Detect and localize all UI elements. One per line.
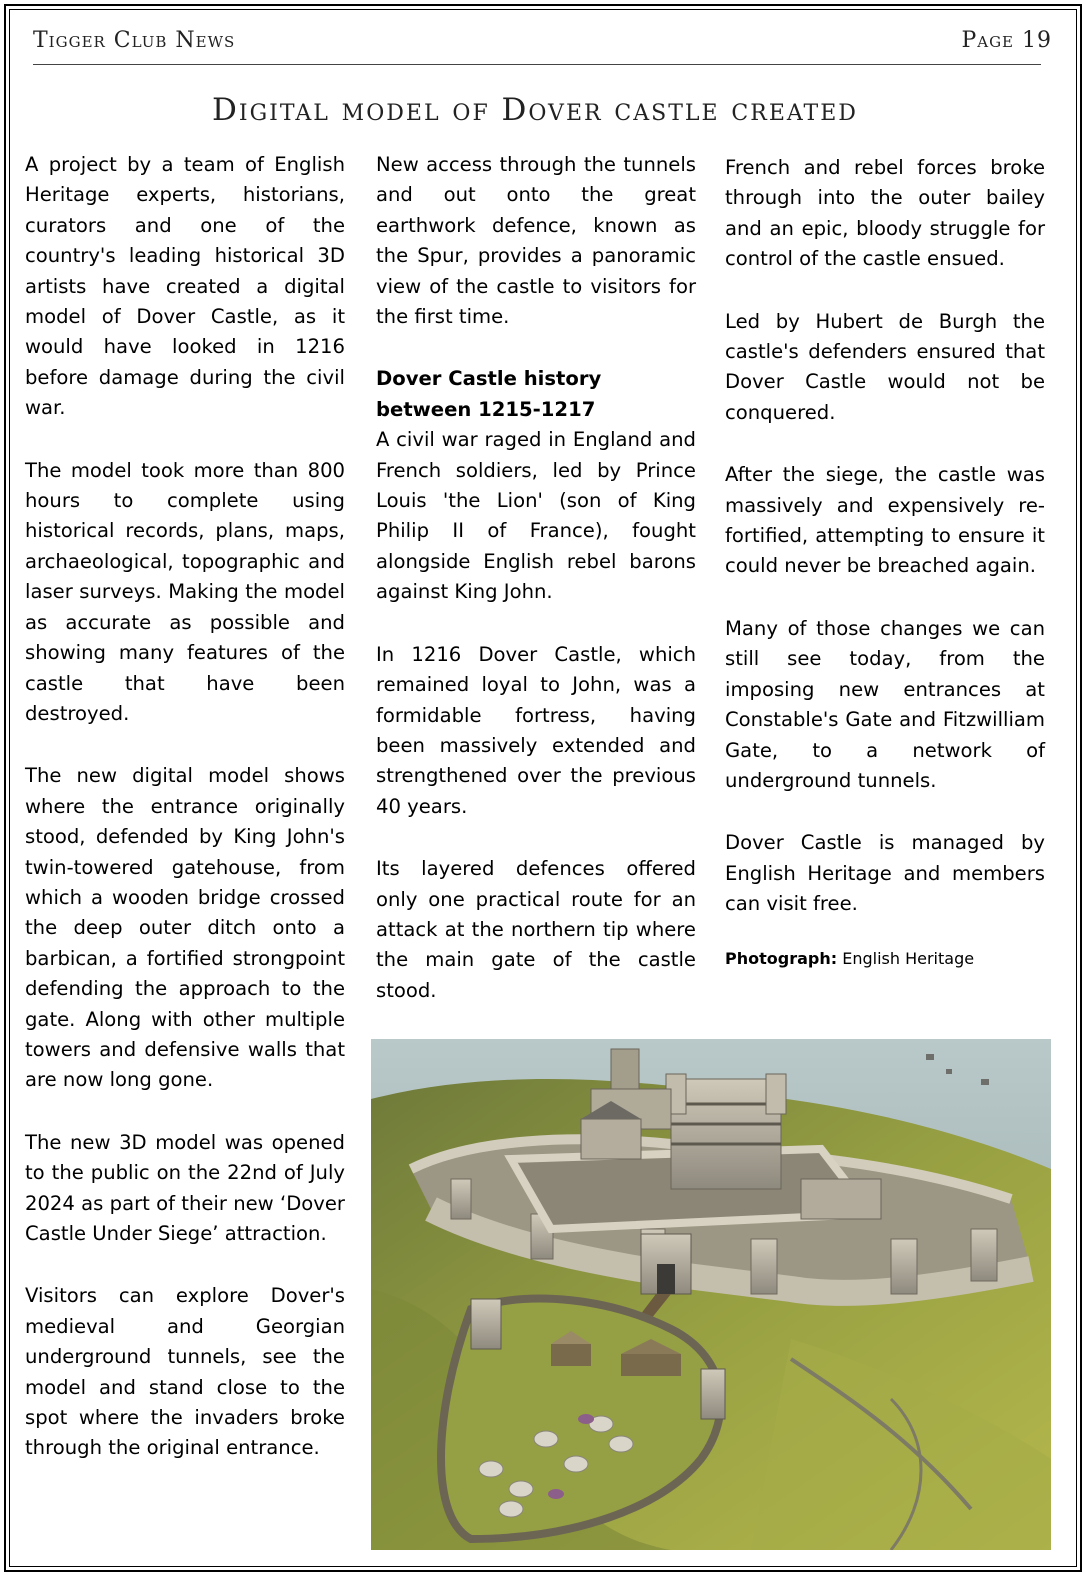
photo-credit-label: Photograph: — [725, 948, 838, 968]
header-rule — [33, 64, 1041, 65]
paragraph: French and rebel forces broke through into the outer bailey and an epic, bloody struggle for control of the castle ensued. — [725, 156, 1045, 271]
paragraph: The new digital model shows where the entrance originally stood, defended by King John's twin-towered gatehouse, from which a wooden bridge crossed the deep outer ditch onto a barbican, a fortified strongpoint defending the approach to the gate. Along with other multiple towers and defensive walls that are now long gone. — [25, 764, 345, 1092]
paragraph: Many of those changes we can still see today, from the imposing new entrances at Constable's Gate and Fitzwilliam Gate, to a network of underground tunnels. — [725, 616, 1045, 792]
paragraph: The new 3D model was opened to the public on the 22nd of July 2024 as part of their new ‘Dover Castle Under Siege’ attraction. — [25, 1130, 345, 1245]
photo-credit — [725, 948, 1045, 970]
article-column-3 — [725, 153, 1045, 970]
paragraph: Led by Hubert de Burgh the castle's defenders ensured that Dover Castle would not be conquered. — [725, 309, 1045, 424]
page-number: Page 19 — [961, 28, 1052, 53]
article-column-1 — [25, 150, 345, 1496]
section-heading: Dover Castle history between 1215-1217 — [376, 367, 602, 421]
castle-photo — [371, 1039, 1051, 1550]
paragraph: A project by a team of English Heritage experts, historians, curators and one of the country's leading historical 3D artists have created a digital model of Dover Castle, as it would have looked in 1216 before damage during the civil war. — [25, 153, 345, 420]
paragraph: After the siege, the castle was massively and expensively re-fortified, attempting to ensure it could never be breached again. — [725, 463, 1045, 578]
paragraph: The model took more than 800 hours to complete using historical records, plans, maps, archaeological, topographic and laser surveys. Making the model as accurate as possible and showing many features of the castle that have been destroyed. — [25, 458, 345, 725]
photo-credit-source: English Heritage — [842, 948, 975, 968]
paragraph: New access through the tunnels and out onto the great earthwork defence, known as the Spur, provides a panoramic view of the castle to visitors for the first time. — [376, 153, 696, 329]
publication-name: Tigger Club News — [33, 28, 236, 53]
article-title: Digital model of Dover castle created — [212, 92, 858, 128]
paragraph: Visitors can explore Dover's medieval and Georgian underground tunnels, see the model and stand close to the spot where the invaders broke through the original entrance. — [25, 1284, 345, 1460]
article-column-2 — [376, 150, 696, 1038]
paragraph: Dover Castle is managed by English Heritage and members can visit free. — [725, 831, 1045, 916]
paragraph: A civil war raged in England and French soldiers, led by Prince Louis 'the Lion' (son of King Philip II of France), fought alongside English rebel barons against King John. — [376, 428, 696, 604]
castle-illustration — [371, 1039, 1051, 1550]
paragraph: In 1216 Dover Castle, which remained loyal to John, was a formidable fortress, having been massively extended and strengthened over the previous 40 years. — [376, 642, 696, 818]
paragraph: Its layered defences offered only one practical route for an attack at the northern tip where the main gate of the castle stood. — [376, 857, 696, 1002]
